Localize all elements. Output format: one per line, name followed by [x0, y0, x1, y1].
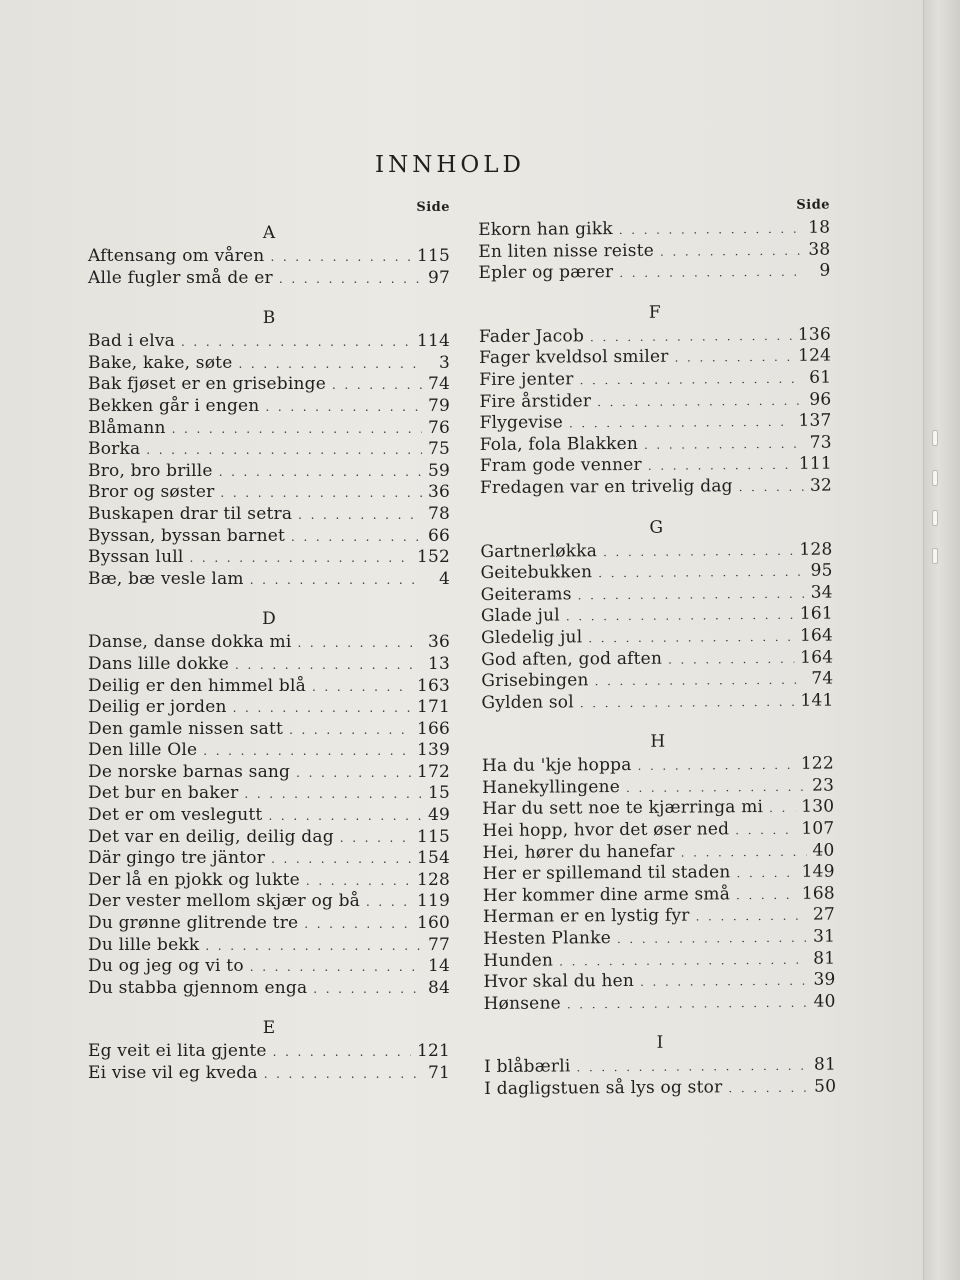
dot-leader [250, 570, 422, 592]
entry-page-number: 14 [427, 956, 450, 977]
dot-leader [332, 375, 422, 397]
dot-leader [769, 798, 795, 820]
entry-title: Där gingo tre jäntor [88, 848, 266, 869]
toc-entry [88, 978, 450, 1000]
entry-title: Byssan lull [88, 547, 184, 568]
dot-leader [674, 347, 792, 369]
entry-page-number: 31 [813, 926, 836, 947]
entry-page-number: 115 [416, 826, 450, 847]
dot-leader [696, 906, 808, 928]
entry-title: Det er om veslegutt [88, 805, 263, 826]
entry-page-number: 172 [416, 761, 450, 782]
dot-leader [306, 871, 411, 893]
dot-leader [644, 433, 804, 456]
entry-title: Hvor skal du hen [483, 971, 635, 993]
entry-title: Bror og søster [88, 482, 215, 503]
toc-entry [479, 324, 831, 348]
entry-title: De norske barnas sang [88, 761, 291, 782]
dot-leader [626, 777, 806, 800]
entry-page-number: 50 [814, 1076, 837, 1097]
toc-entry [88, 418, 450, 440]
entry-title: Det var en deilig, deilig dag [88, 826, 334, 847]
entry-title: Hunden [483, 950, 554, 971]
toc-right-column [478, 198, 836, 1101]
section-letter: F [648, 302, 661, 323]
dot-leader [569, 412, 793, 435]
section-letter: E [262, 1018, 276, 1039]
toc-entry [481, 669, 833, 693]
entry-page-number: 154 [416, 848, 450, 869]
entry-title: Bekken går i engen [88, 395, 260, 416]
entry-title: Bak fjøset er en grisebinge [88, 374, 326, 395]
entry-title: Hei hopp, hvor det øser ned [482, 819, 730, 842]
toc-entry [479, 411, 831, 435]
section-letter: H [650, 731, 666, 753]
dot-leader [598, 562, 804, 585]
dot-leader [567, 993, 808, 1016]
dot-leader [681, 841, 807, 863]
toc-entry [88, 935, 450, 957]
entry-title: Bad i elva [88, 331, 175, 352]
entry-title: Gylden sol [481, 692, 574, 713]
toc-entry [88, 461, 450, 483]
toc-entry [88, 569, 450, 591]
toc-entry [482, 840, 834, 864]
dot-leader [566, 605, 794, 628]
entry-page-number: 32 [809, 475, 833, 496]
toc-entry [481, 625, 833, 649]
entry-page-number: 40 [813, 991, 836, 1012]
dot-leader [205, 936, 422, 958]
dot-leader [578, 583, 805, 606]
entry-title: Herman er en lystig fyr [482, 905, 690, 928]
entry-page-number: 171 [416, 697, 450, 718]
entry-title: Ha du 'kje hoppa [481, 755, 632, 777]
entry-page-number: 97 [427, 267, 450, 288]
dot-leader [146, 440, 422, 462]
entry-page-number: 66 [427, 525, 450, 546]
entry-title: Der vester mellom skjær og bå [88, 891, 360, 912]
dot-leader [181, 332, 411, 354]
toc-entry [478, 261, 830, 285]
entry-page-number: 9 [819, 260, 831, 281]
entry-title: I blåbærli [483, 1056, 571, 1078]
dot-leader [264, 1064, 422, 1086]
entry-page-number: 3 [438, 352, 450, 373]
toc-entry [88, 676, 450, 698]
entry-page-number: 136 [797, 324, 832, 345]
dot-leader [296, 763, 411, 785]
dot-leader [617, 928, 807, 951]
entry-title: Geitebukken [480, 562, 593, 584]
toc-entry [481, 690, 833, 714]
dot-leader [233, 698, 411, 720]
entry-title: Flygevise [479, 412, 564, 434]
toc-entry [483, 970, 835, 994]
entry-title: Aftensang om våren [88, 246, 265, 266]
entry-page-number: 84 [427, 977, 450, 998]
entry-page-number: 79 [427, 395, 450, 416]
toc-entry [88, 891, 450, 913]
toc-entry [483, 883, 835, 907]
toc-entry [88, 331, 450, 353]
section-letter: I [656, 1033, 664, 1054]
entry-title: Gartnerløkka [480, 540, 598, 562]
entry-title: Fire årstider [479, 390, 592, 412]
entry-title: Her er spillemand til staden [482, 862, 731, 885]
toc-entry [88, 1041, 450, 1063]
dot-leader [736, 885, 796, 907]
toc-entry [479, 346, 831, 370]
entry-page-number: 36 [427, 482, 450, 503]
dot-leader [190, 548, 411, 570]
entry-title: Du lille bekk [88, 934, 200, 955]
entry-title: Danse, danse dokka mi [88, 632, 292, 653]
dot-leader [590, 326, 792, 349]
toc-entry [483, 927, 835, 951]
entry-title: Du og jeg og vi to [88, 956, 244, 977]
entry-page-number: 75 [427, 439, 450, 460]
dot-leader [619, 219, 803, 242]
entry-page-number: 152 [416, 547, 450, 568]
entry-title: Fredagen var en trivelig dag [479, 476, 733, 498]
section-gap [88, 999, 450, 1015]
entry-page-number: 149 [801, 861, 835, 883]
dot-leader [595, 670, 806, 693]
entry-title: Hei, hører du hanefar [482, 841, 675, 863]
toc-entry [88, 740, 450, 762]
entry-page-number: 161 [799, 603, 833, 625]
dot-leader [619, 262, 802, 285]
entry-title: Bro, bro brille [88, 460, 213, 481]
entry-title: Glade jul [480, 605, 560, 627]
toc-entry [484, 1077, 836, 1101]
entry-page-number: 76 [427, 417, 450, 438]
section-gap [88, 590, 450, 606]
binding-stitch [932, 430, 938, 446]
dot-leader [648, 455, 793, 478]
entry-title: Hesten Planke [483, 928, 612, 950]
entry-title: Den lille Ole [88, 740, 198, 761]
dot-leader [279, 269, 422, 291]
entry-title: Eg veit ei lita gjente [88, 1041, 267, 1062]
dot-leader [588, 627, 794, 650]
toc-entry [88, 654, 450, 676]
entry-title: Hanekyllingene [482, 776, 621, 798]
dot-leader [298, 505, 422, 527]
dot-leader [313, 979, 422, 1001]
toc-entry [480, 539, 832, 563]
entry-page-number: 40 [812, 840, 835, 861]
entry-page-number: 166 [416, 718, 450, 739]
entry-page-number: 71 [427, 1063, 450, 1083]
entry-title: Ei vise vil eg kveda [88, 1063, 258, 1083]
entry-page-number: 121 [416, 1041, 450, 1062]
entry-page-number: 114 [416, 331, 450, 352]
toc-left-column [88, 200, 450, 1085]
dot-leader [172, 419, 422, 441]
dot-leader [265, 397, 421, 419]
toc-entry [483, 905, 835, 929]
toc-entry [480, 475, 832, 499]
toc-entry [478, 239, 830, 263]
binding-stitch [932, 470, 938, 486]
toc-entry [88, 504, 450, 526]
toc-entry [478, 218, 830, 242]
toc-entry [88, 246, 450, 268]
dot-leader [238, 354, 422, 376]
page-title: INNHOLD [375, 152, 525, 178]
entry-title: God aften, god aften [481, 648, 663, 670]
entry-title: Byssan, byssan barnet [88, 525, 286, 546]
toc-entry [88, 913, 450, 935]
entry-page-number: 81 [813, 1054, 837, 1076]
side-label: Side [796, 197, 831, 213]
entry-page-number: 128 [416, 869, 450, 890]
dot-leader [660, 240, 802, 263]
dot-leader [304, 914, 411, 936]
entry-page-number: 34 [810, 582, 833, 603]
dot-leader [220, 483, 422, 505]
toc-entry [88, 956, 450, 978]
entry-title: Ekorn han gikk [478, 219, 613, 240]
entry-page-number: 115 [416, 246, 450, 266]
section-letter: G [649, 517, 664, 538]
toc-entry [88, 719, 450, 741]
dot-leader [340, 828, 411, 850]
entry-title: Epler og pærer [478, 262, 614, 284]
adjacent-page-edge [923, 0, 960, 1280]
entry-page-number: 139 [416, 740, 450, 761]
entry-title: Det bur en baker [88, 783, 239, 804]
toc-entry [88, 827, 450, 849]
toc-entry [484, 991, 836, 1015]
toc-entry [481, 604, 833, 628]
dot-leader [312, 677, 411, 699]
dot-leader [268, 806, 421, 828]
entry-page-number: 4 [438, 568, 450, 589]
section-letter: D [262, 609, 276, 630]
entry-page-number: 130 [801, 796, 835, 818]
entry-title: Her kommer dine arme små [482, 884, 731, 906]
toc-entry [88, 1063, 450, 1085]
entry-title: Hønsene [483, 993, 561, 1014]
dot-leader [297, 633, 421, 655]
entry-title: Der lå en pjokk og lukte [88, 869, 300, 890]
toc-entry [88, 526, 450, 548]
dot-leader [603, 540, 793, 563]
dot-leader [668, 648, 794, 670]
entry-title: Fader Jacob [478, 326, 585, 347]
dot-leader [270, 247, 410, 269]
entry-page-number: 74 [811, 668, 834, 689]
dot-leader [597, 390, 803, 413]
entry-page-number: 160 [416, 913, 450, 934]
toc-entry [484, 1055, 836, 1079]
toc-entry [483, 862, 835, 886]
dot-leader [291, 527, 422, 549]
toc-entry [88, 396, 450, 418]
entry-title: Du grønne glitrende tre [88, 913, 299, 934]
dot-leader [739, 477, 804, 499]
toc-entry [88, 268, 450, 290]
dot-leader [728, 1078, 808, 1100]
dot-leader [580, 691, 795, 714]
entry-page-number: 111 [798, 453, 832, 475]
entry-page-number: 137 [798, 410, 832, 431]
entry-page-number: 38 [808, 239, 831, 260]
entry-page-number: 164 [800, 647, 834, 668]
entry-page-number: 18 [808, 217, 831, 238]
entry-page-number: 96 [809, 389, 832, 410]
entry-title: En liten nisse reiste [478, 240, 655, 262]
dot-leader [203, 741, 411, 763]
entry-page-number: 77 [427, 934, 450, 955]
toc-entry [88, 805, 450, 827]
entry-title: Buskapen drar til setra [88, 503, 293, 524]
toc-entry [481, 582, 833, 606]
entry-page-number: 15 [427, 783, 450, 804]
section-letter: A [262, 223, 276, 243]
toc-entry [88, 632, 450, 654]
entry-title: Alle fugler små de er [88, 267, 273, 288]
toc-entry [88, 482, 450, 504]
dot-leader [735, 820, 795, 842]
dot-leader [559, 949, 807, 972]
entry-page-number: 59 [427, 460, 450, 481]
dot-leader [219, 462, 422, 484]
side-label: Side [416, 200, 450, 215]
toc-entry [88, 697, 450, 719]
entry-page-number: 23 [811, 775, 835, 796]
toc-entry [482, 797, 834, 821]
entry-page-number: 27 [812, 904, 836, 926]
entry-title: Fager kveldsol smiler [479, 347, 669, 369]
entry-title: Fram gode venner [479, 455, 642, 477]
entry-page-number: 74 [427, 374, 450, 395]
entry-page-number: 128 [799, 539, 833, 560]
entry-page-number: 141 [800, 690, 834, 711]
dot-leader [366, 892, 411, 914]
entry-page-number: 61 [809, 367, 832, 388]
toc-entry [482, 819, 834, 843]
toc-entry [88, 783, 450, 805]
entry-title: Blåmann [88, 417, 166, 438]
binding-stitch [932, 510, 938, 526]
entry-title: Bæ, bæ vesle lam [88, 568, 244, 589]
entry-title: Deilig er jorden [88, 697, 227, 718]
entry-title: Borka [88, 439, 141, 460]
toc-entry [480, 454, 832, 478]
toc-entry [481, 647, 833, 671]
dot-leader [289, 720, 411, 742]
toc-entry [482, 754, 834, 778]
dot-leader [580, 369, 804, 392]
entry-title: Dans lille dokke [88, 653, 230, 674]
dot-leader [736, 863, 795, 885]
entry-title: Fire jenter [479, 369, 574, 390]
entry-page-number: 107 [801, 818, 835, 839]
entry-page-number: 81 [813, 948, 836, 969]
dot-leader [244, 784, 422, 806]
entry-page-number: 13 [427, 653, 450, 674]
toc-entry [88, 547, 450, 569]
toc-entry [479, 368, 831, 392]
entry-title: Fola, fola Blakken [479, 433, 639, 455]
entry-page-number: 95 [810, 560, 833, 581]
toc-entry [88, 762, 450, 784]
entry-page-number: 163 [416, 675, 450, 696]
section-letter: B [262, 308, 276, 329]
toc-entry [483, 948, 835, 972]
entry-page-number: 119 [416, 891, 450, 912]
entry-title: Bake, kake, søte [88, 352, 233, 373]
entry-page-number: 49 [427, 805, 450, 826]
binding-stitch [932, 548, 938, 564]
toc-entry [481, 561, 833, 585]
entry-title: Geiterams [480, 584, 572, 605]
entry-page-number: 122 [800, 753, 835, 775]
entry-title: Deilig er den himmel blå [88, 675, 306, 696]
entry-title: Gledelig jul [480, 627, 583, 648]
entry-page-number: 73 [809, 432, 832, 453]
toc-entry [88, 353, 450, 375]
toc-entry [88, 439, 450, 461]
entry-page-number: 36 [427, 632, 450, 653]
entry-page-number: 168 [801, 883, 835, 904]
toc-entry [482, 775, 834, 799]
dot-leader [235, 655, 422, 677]
toc-entry [88, 870, 450, 892]
dot-leader [271, 849, 411, 871]
dot-leader [273, 1042, 411, 1064]
entry-title: Den gamle nissen satt [88, 718, 284, 739]
dot-leader [250, 957, 422, 979]
entry-title: Har du sett noe te kjærringa mi [482, 797, 764, 820]
dot-leader [576, 1056, 808, 1079]
toc-entry [88, 374, 450, 396]
toc-entry [480, 432, 832, 456]
entry-title: I dagligstuen så lys og stor [484, 1077, 723, 1099]
entry-page-number: 39 [813, 969, 836, 990]
toc-entry [479, 389, 831, 413]
entry-page-number: 124 [797, 345, 832, 367]
entry-title: Du stabba gjennom enga [88, 977, 308, 998]
entry-title: Grisebingen [481, 670, 589, 692]
section-gap [88, 289, 450, 305]
entry-page-number: 164 [799, 625, 834, 646]
entry-page-number: 78 [427, 503, 450, 524]
dot-leader [637, 755, 794, 778]
toc-entry [88, 848, 450, 870]
dot-leader [640, 971, 808, 994]
